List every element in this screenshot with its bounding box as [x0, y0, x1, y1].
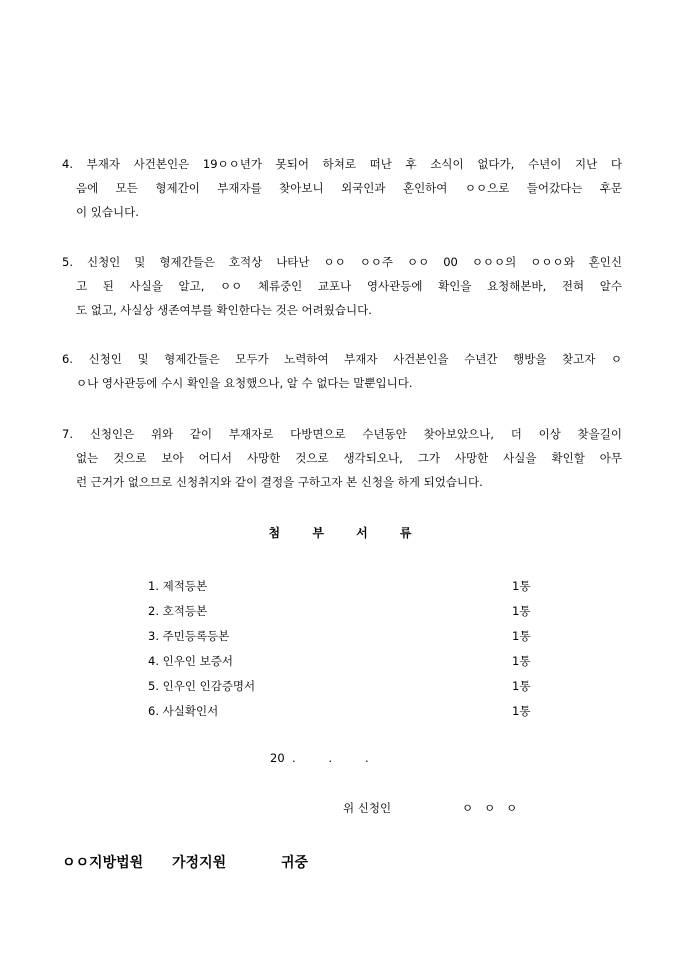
attachment-qty: 1통: [512, 704, 531, 718]
heading-char: 부: [312, 526, 324, 540]
attachment-item: [148, 699, 538, 724]
attachment-qty: 1통: [512, 654, 531, 668]
attachments-heading: [0, 524, 680, 541]
paragraph-line: 이 있습니다.: [76, 205, 139, 219]
attachment-qty: 1통: [512, 629, 531, 643]
attachment-qty: 1통: [512, 679, 531, 693]
attachment-item: [148, 674, 538, 699]
attachment-name: 2. 호적등본: [148, 604, 208, 618]
attachment-name: 3. 주민등록등본: [148, 629, 230, 643]
paragraph-line: 음에 모든 형제간이 부재자를 찾아보니 외국인과 혼인하여 ㅇㅇ으로 들어갔다는 후문: [76, 181, 622, 195]
paragraph-line: 5. 신청인 및 형제간들은 호적상 나타난 ㅇㅇ ㅇㅇ주 ㅇㅇ 00 ㅇㅇㅇ의 ㅇㅇㅇ와 혼인신: [62, 255, 622, 269]
attachments-list: [148, 574, 538, 724]
court-addressee: [62, 852, 308, 872]
court-suffix: 귀중: [281, 855, 309, 871]
attachment-item: [148, 624, 538, 649]
heading-char: 류: [399, 526, 412, 540]
paragraph-4: [62, 152, 622, 224]
court-name: ㅇㅇ지방법원: [62, 855, 144, 871]
heading-char: 첨: [268, 526, 281, 540]
paragraph-5: [62, 250, 622, 322]
attachment-qty: 1통: [512, 579, 531, 593]
attachment-name: 4. 인우인 보증서: [148, 654, 233, 668]
paragraph-line: 6. 신청인 및 형제간들은 모두가 노력하여 부재자 사건본인을 수년간 행방을 찾고자 ㅇ: [62, 352, 622, 366]
paragraph-line: 도 없고, 사실상 생존여부를 확인한다는 것은 어려웠습니다.: [76, 303, 372, 317]
attachment-name: 1. 제적등본: [148, 579, 208, 593]
paragraph-7: [62, 422, 622, 494]
paragraph-line: 7. 신청인은 위와 같이 부재자로 다방면으로 수년동안 찾아보았으나, 더 이상 찾을길이: [62, 427, 622, 441]
court-branch: 가정지원: [172, 855, 227, 871]
attachment-name: 5. 인우인 인감증명서: [148, 679, 256, 693]
attachment-item: [148, 574, 538, 599]
attachment-name: 6. 사실확인서: [148, 704, 219, 718]
paragraph-line: ㅇ나 영사관등에 수시 확인을 요청했으나, 알 수 없다는 말뿐입니다.: [76, 376, 413, 390]
paragraph-line: 없는 것으로 보아 어디서 사망한 것으로 생각되오나, 그가 사망한 사실을 확인할 아무: [76, 451, 622, 465]
paragraph-6: [62, 347, 622, 395]
attachment-item: [148, 599, 538, 624]
paragraph-line: 런 근거가 없으므로 신청취지와 같이 결정을 구하고자 본 신청을 하게 되었습니다.: [76, 475, 483, 489]
signer-name: ㅇ ㅇ ㅇ: [462, 801, 518, 815]
heading-char: 서: [356, 526, 368, 540]
filing-date: 20 . . .: [270, 751, 369, 765]
signer-label: 위 신청인: [343, 801, 392, 815]
paragraph-line: 4. 부재자 사건본인은 19ㅇㅇ년가 못되어 하쳐로 떠난 후 소식이 없다가, 수년이 지난 다: [62, 157, 622, 171]
attachment-qty: 1통: [512, 604, 531, 618]
paragraph-line: 고 된 사실을 알고, ㅇㅇ 체류중인 교포나 영사관등에 확인을 요청해본바, 전혀 알수: [76, 279, 622, 293]
attachment-item: [148, 649, 538, 674]
